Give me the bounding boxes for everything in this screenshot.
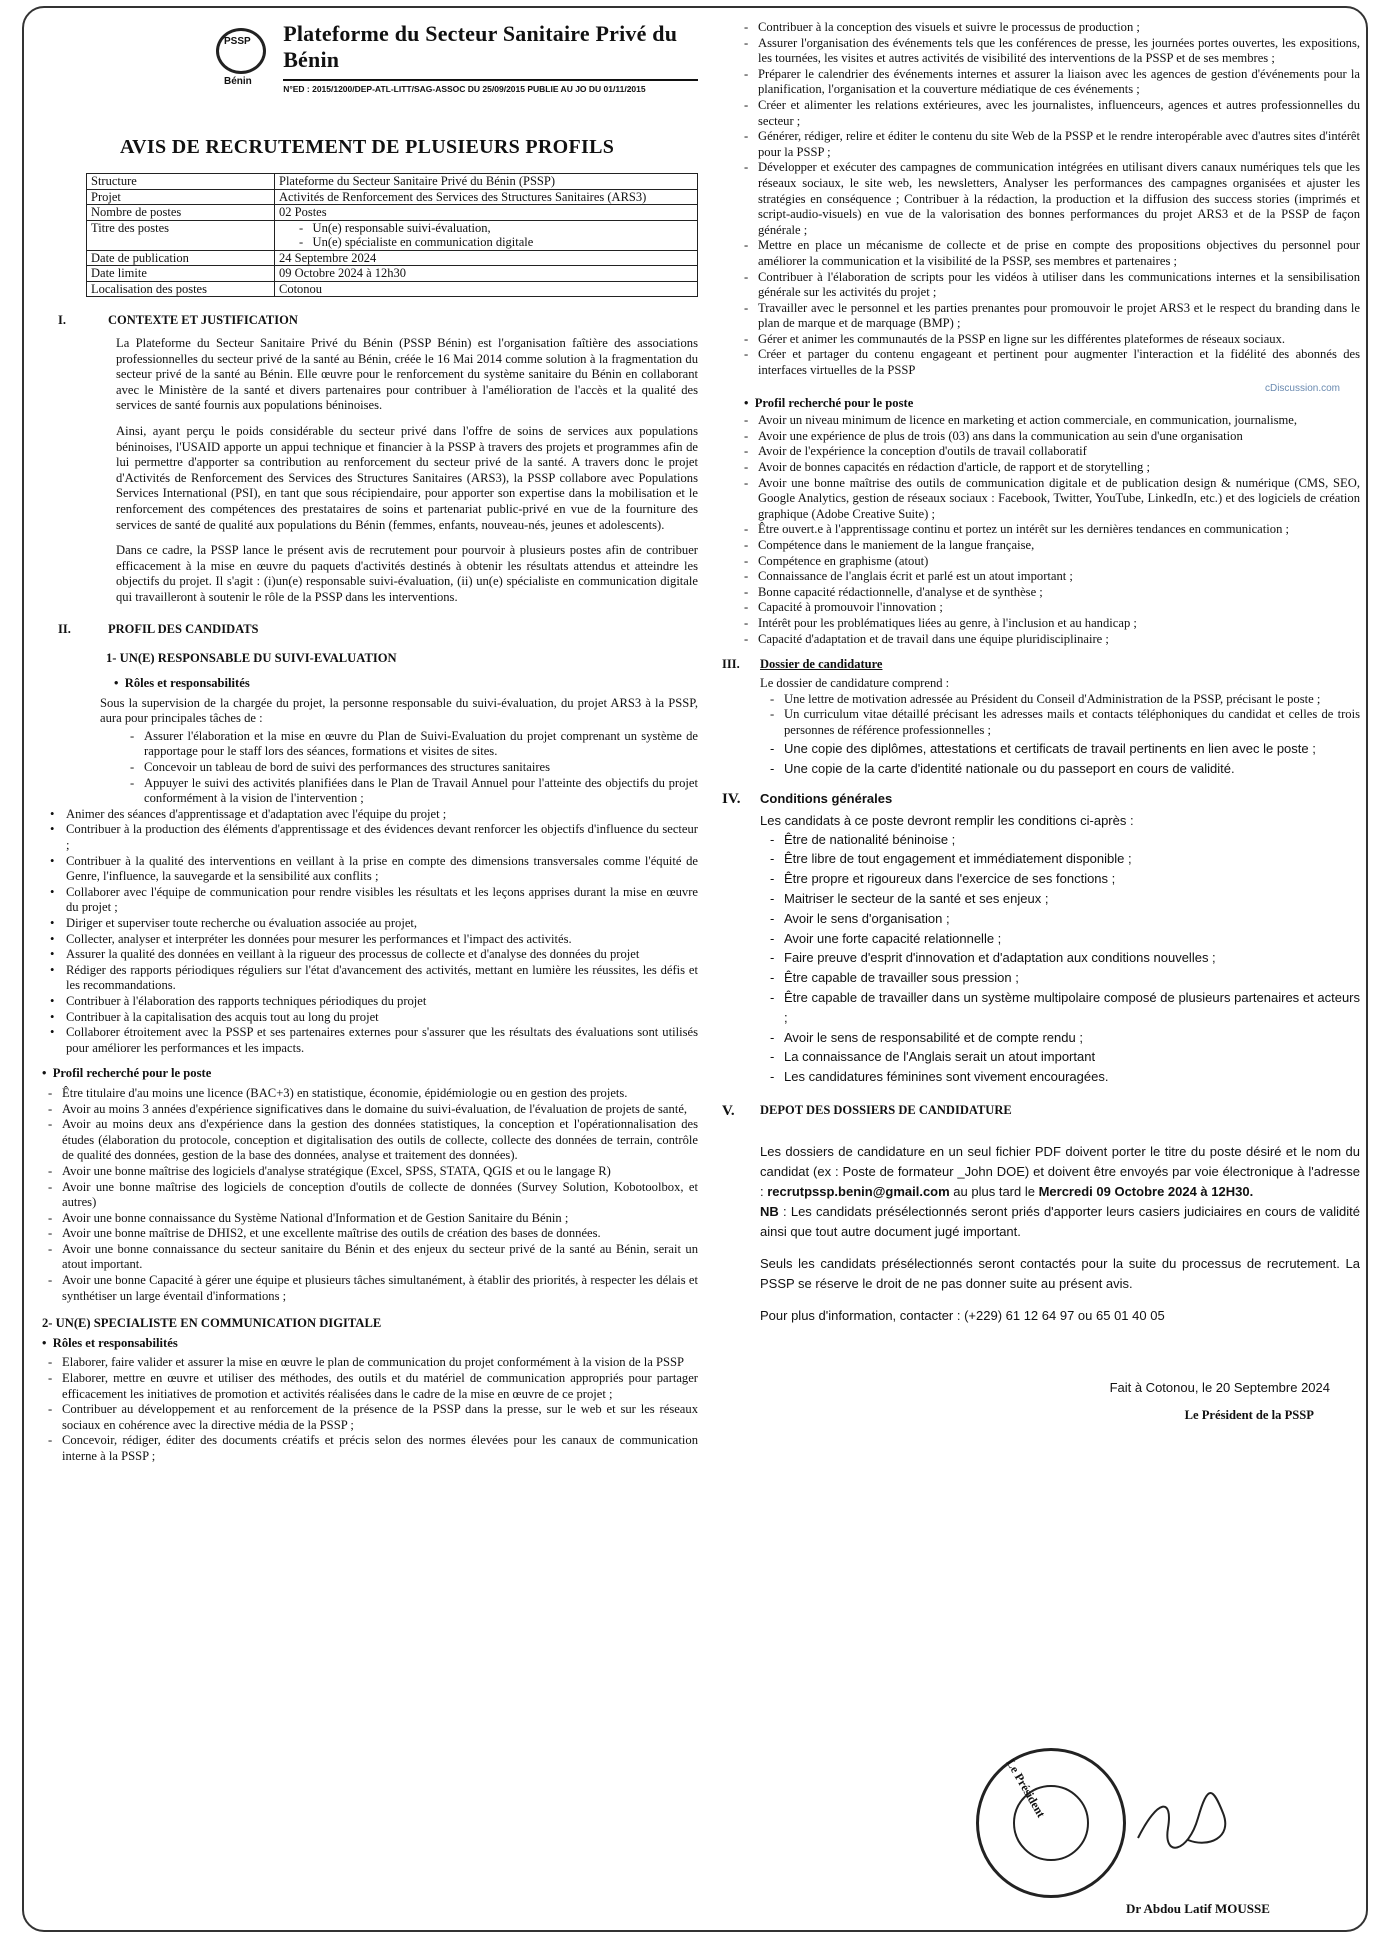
list-item: • Contribuer à la production des éléments d'apprentissage et des évidences devant renforcer les objectifs d'influence du secteur ; [48, 822, 698, 853]
list-item: - Assurer l'organisation des événements tels que les conférences de presse, les journées portes ouvertes, les expositions, les tournées, les visites et autres activités de visibilité des interventions de la PSSP et de ses membres ; [744, 36, 1360, 67]
official-stamp: Le Président [976, 1748, 1126, 1898]
list-item: - Être capable de travailler dans un système multipolaire composé de plusieurs partenaires et acteurs ; [770, 988, 1360, 1028]
letterhead [206, 18, 698, 96]
section-3-heading: III. Dossier de candidature [722, 657, 883, 672]
documents-list [770, 692, 1360, 779]
signer-name: Dr Abdou Latif MOUSSE [1126, 1901, 1270, 1916]
list-item: - Compétence en graphisme (atout) [744, 554, 1360, 570]
list-item: - Concevoir, rédiger, éditer des documents créatifs et précis selon des normes élevées pour les canaux de communication interne à la PSSP ; [48, 1433, 698, 1464]
list-item: - Compétence dans le maniement de la langue française, [744, 538, 1360, 554]
list-item: - Avoir un niveau minimum de licence en marketing et action commerciale, en communication, journalisme, [744, 413, 1360, 429]
list-heading: • Profil recherché pour le poste [42, 1066, 212, 1081]
section-5-heading: V. DEPOT DES DOSSIERS DE CANDIDATURE [722, 1102, 1012, 1119]
list-heading: • Rôles et responsabilités [114, 676, 250, 691]
contact-email: recrutpssp.benin@gmail.com [767, 1183, 950, 1199]
list-item: - Contribuer à l'élaboration de scripts pour les vidéos à utiliser dans les communications internes et la sensibilisation générale sur les activités du projet ; [744, 270, 1360, 301]
list-item: - Préparer le calendrier des événements internes et assurer la liaison avec les agences de gestion d'événements pour la planification, l'organisation et la couverture médiatique de ces événements ; [744, 67, 1360, 98]
list-item: - Avoir le sens de responsabilité et de compte rendu ; [770, 1028, 1360, 1048]
paragraph: Le dossier de candidature comprend : [760, 676, 950, 691]
list-item: - Elaborer, faire valider et assurer la mise en œuvre le plan de communication du projet conformément à la vision de la PSSP [48, 1355, 698, 1371]
list-item: - Avoir une bonne Capacité à gérer une équipe et plusieurs tâches simultanément, à établir des priorités, à respecter les délais et synthétiser un large éventail d'informations ; [48, 1273, 698, 1304]
profile-list [48, 1086, 698, 1304]
list-heading: • Rôles et responsabilités [42, 1335, 178, 1350]
list-item: • Diriger et superviser toute recherche ou évaluation associée au projet, [48, 916, 698, 932]
table-row: Titre des postes - Un(e) responsable suivi-évaluation, - Un(e) spécialiste en communication digitale [87, 220, 698, 250]
paragraph: Seuls les candidats présélectionnés seront contactés pour la suite du processus de recrutement. La PSSP se réserve le droit de ne pas donner suite au présent avis. [760, 1255, 1360, 1291]
list-item: - Être de nationalité béninoise ; [770, 830, 1360, 850]
list-item: - Les candidatures féminines sont vivement encouragées. [770, 1067, 1360, 1087]
list-item: • Assurer la qualité des données en veillant à la rigueur des processus de collecte et d'analyse des données du projet [48, 947, 698, 963]
org-title: Plateforme du Secteur Sanitaire Privé du Bénin [283, 20, 678, 72]
subsection-heading: 2- UN(E) SPECIALISTE EN COMMUNICATION DIGITALE [42, 1316, 382, 1331]
list-item: - Une copie de la carte d'identité nationale ou du passeport en cours de validité. [770, 759, 1360, 779]
list-item: • Contribuer à la capitalisation des acquis tout au long du projet [48, 1010, 698, 1026]
list-item: • Collaborer avec l'équipe de communication pour rendre visibles les résultats et les leçons apprises durant la mise en œuvre du projet ; [48, 885, 698, 916]
list-item: - Capacité à promouvoir l'innovation ; [744, 600, 1360, 616]
list-item: - La connaissance de l'Anglais serait un atout important [770, 1047, 1360, 1067]
contact-phones: Pour plus d'information, contacter : (+229) 61 12 64 97 ou 65 01 40 05 [760, 1307, 1165, 1323]
list-heading: • Profil recherché pour le poste [744, 395, 914, 410]
paragraph: Dans ce cadre, la PSSP lance le présent avis de recrutement pour pourvoir à plusieurs postes afin de contribuer efficacement à la mise en œuvre du paquets d'activités destinés à obtenir les résultats attendus et atteindre les objectifs du projet. Il s'agit : (i)un(e) responsable suivi-évaluation, (ii) un(e) spécialiste en communication digitale qui travailleront à soutenir le rôle de la PSSP dans les interventions. [116, 543, 698, 604]
list-item: - Un curriculum vitae détaillé précisant les adresses mails et contacts téléphoniques du candidat et celles de trois personnes de référence professionnelles ; [770, 707, 1360, 738]
list-item: - Une copie des diplômes, attestations et certificats de travail pertinents en lien avec le poste ; [770, 739, 1360, 759]
list-item: - Développer et exécuter des campagnes de communication intégrées en utilisant divers canaux numériques tels que les réseaux sociaux, le site web, les newsletters, Analyser les performances des campagnes organisées et ajuster les stratégies en conséquence ; Contribuer à la rédaction, la production et la diffusion des success stories (imprimés et script-audio-visuels) en vue de la valorisation des bonnes performances du projet ARS3 et de la PSSP de façon générale ; [744, 160, 1360, 238]
paragraph: Sous la supervision de la chargée du projet, la personne responsable du suivi-évaluation, du projet ARS3 à la PSSP, aura pour principales tâches de : [100, 695, 698, 726]
page-title: AVIS DE RECRUTEMENT DE PLUSIEURS PROFILS [120, 136, 615, 158]
list-item: - Avoir une bonne maîtrise des outils de communication digitale et de publication design & numérique (CMS, SEO, Google Analytics, gestion de réseaux sociaux : Facebook, Twitter, YouTube, LinkedIn, etc.) et des logiciels de création graphique (Adobe Creative Suite) ; [744, 476, 1360, 523]
subsection-heading: 1- UN(E) RESPONSABLE DU SUIVI-EVALUATION [106, 650, 397, 665]
table-row: Projet Activités de Renforcement des Services des Structures Sanitaires (ARS3) [87, 189, 698, 205]
info-table [86, 173, 698, 297]
list-item: - Avoir au moins 3 années d'expérience significatives dans le domaine du suivi-évaluation, de l'évaluation de projets de santé, [48, 1102, 698, 1118]
list-item: - Avoir une bonne maîtrise des logiciels d'analyse stratégique (Excel, SPSS, STATA, QGIS et ou le langage R) [48, 1164, 698, 1180]
signature-icon [1128, 1778, 1238, 1858]
watermark-text: cDiscussion.com [1264, 382, 1340, 394]
list-item: • Contribuer à la qualité des interventions en veillant à la prise en compte des dimensions transversales comme l'équité de Genre, l'influence, la sauvegarde et la sensibilité aux conflits ; [48, 854, 698, 885]
list-item: - Avoir au moins deux ans d'expérience dans la gestion des données statistiques, la conception et l'opérationnalisation des études (élaboration du protocole, conception et digitalisation des outils de collecte, collecte des données de terrain, contrôle de qualité des données, gestion de la base des données, analyse et traitement des données). [48, 1117, 698, 1164]
roles-list [48, 1355, 698, 1464]
list-item: • Collecter, analyser et interpréter les données pour mesurer les performances et l'impact des activités. [48, 932, 698, 948]
conditions-list [770, 830, 1360, 1087]
document-page [22, 6, 1368, 1932]
roles-list [744, 20, 1360, 379]
list-item: - Être libre de tout engagement et immédiatement disponible ; [770, 849, 1360, 869]
table-row: Structure Plateforme du Secteur Sanitaire Privé du Bénin (PSSP) [87, 174, 698, 190]
list-item: - Assurer l'élaboration et la mise en œuvre du Plan de Suivi-Evaluation du projet comprenant un système de rapportage pour le staff lors des séances, formations et visites de sites. [130, 729, 698, 760]
list-item: - Générer, rédiger, relire et éditer le contenu du site Web de la PSSP et le rendre interopérable avec d'autres sites d'intérêt pour la PSSP ; [744, 129, 1360, 160]
list-item: - Être titulaire d'au moins une licence (BAC+3) en statistique, économie, épidémiologie ou en gestion des projets. [48, 1086, 698, 1102]
list-item: - Être propre et rigoureux dans l'exercice de ses fonctions ; [770, 869, 1360, 889]
list-item: • Rédiger des rapports périodiques réguliers sur l'état d'avancement des activités, mettant en lumière les réussites, les défis et les recommandations. [48, 963, 698, 994]
list-item: - Travailler avec le personnel et les parties prenantes pour promouvoir le projet ARS3 et le respect du branding dans le plan de marque et de marquage (BMP) ; [744, 301, 1360, 332]
list-item: - Avoir une bonne connaissance du Système National d'Information et de Gestion Sanitaire du Bénin ; [48, 1211, 698, 1227]
list-item: - Avoir de bonnes capacités en rédaction d'article, de rapport et de storytelling ; [744, 460, 1360, 476]
list-item: - Être ouvert.e à l'apprentissage continu et portez un intérêt sur les dernières tendances en communication ; [744, 522, 1360, 538]
list-item: - Avoir une forte capacité relationnelle ; [770, 929, 1360, 949]
org-registration: N°ED : 2015/1200/DEP-ATL-LITT/SAG-ASSOC DU 25/09/2015 PUBLIE AU JO DU 01/11/2015 [283, 79, 698, 94]
roles-list [130, 729, 698, 807]
place-date: Fait à Cotonou, le 20 Septembre 2024 [1109, 1379, 1330, 1395]
list-item: - Appuyer le suivi des activités planifiées dans le Plan de Travail Annuel pour l'atteinte des objectifs du projet conformément à la vision de l'intervention ; [130, 776, 698, 807]
list-item: - Elaborer, mettre en œuvre et utiliser des méthodes, des outils et du matériel de communication appropriés pour partager efficacement les initiatives de promotion et activités réalisées dans le cadre de la mise en œuvre de ce projet ; [48, 1371, 698, 1402]
table-row: Nombre de postes 02 Postes [87, 205, 698, 221]
left-column [24, 8, 706, 1465]
list-item: • Contribuer à l'élaboration des rapports techniques périodiques du projet [48, 994, 698, 1010]
right-column [718, 8, 1368, 1916]
paragraph: Ainsi, ayant perçu le poids considérable du secteur privé dans l'offre de soins de services aux populations béninoises, l'USAID apporte un appui technique et financier à la PSSP à travers des projets et programmes afin de lui permettre d'apporter sa contribution au renforcement du secteur privé de la santé. A travers donc le projet d'Activités de Renforcement des Services des Structures Sanitaires (ARS3), la PSSP collabore avec Populations Services International (PSI), en tant que sous récipiendaire, pour apporter son expertise dans la mobilisation et le renforcement des compétences des prestataires de soins et partenariat public-privé en vue de la fourniture des services de santé de qualité aux populations du Bénin (femmes, enfants, nouveau-nés, jeunes et adolescents). [116, 423, 698, 532]
list-item: - Avoir une expérience de plus de trois (03) ans dans la communication au sein d'une organisation [744, 429, 1360, 445]
table-row: Localisation des postes Cotonou [87, 281, 698, 297]
paragraph: La Plateforme du Secteur Sanitaire Privé du Bénin (PSSP Bénin) est l'organisation faîtière des associations professionnelles du secteur privé de la santé au Bénin, créée le 16 Mai 2014 comme solution à la fragmentation du secteur privé de la santé au Bénin. Elle œuvre pour le renforcement du système sanitaire du Bénin en collaborant avec le Ministère de la santé et divers partenaires pour contribuer à l'amélioration de l'accès et la qualité des services de santé fournis aux populations béninoises. [116, 336, 698, 413]
list-item: - Avoir une bonne maîtrise de DHIS2, et une excellente maîtrise des outils de création des bases de données. [48, 1226, 698, 1242]
list-item: - Concevoir un tableau de bord de suivi des performances des structures sanitaires [130, 760, 698, 776]
list-item: - Bonne capacité rédactionnelle, d'analyse et de synthèse ; [744, 585, 1360, 601]
list-item: - Faire preuve d'esprit d'innovation et d'adaptation aux conditions nouvelles ; [770, 948, 1360, 968]
section-1-heading: I. CONTEXTE ET JUSTIFICATION [58, 313, 298, 327]
list-item: - Avoir une bonne connaissance du secteur sanitaire du Bénin et des enjeux du secteur privé de la santé au Bénin, serait un atout important. [48, 1242, 698, 1273]
list-item: - Mettre en place un mécanisme de collecte et de prise en compte des propositions objectives du personnel pour améliorer la communication et la visibilité de la PSSP, ses membres et partenaires ; [744, 238, 1360, 269]
signer-title: Le Président de la PSSP [1184, 1407, 1314, 1422]
list-item: - Maitriser le secteur de la santé et ses enjeux ; [770, 889, 1360, 909]
list-item: - Être capable de travailler sous pression ; [770, 968, 1360, 988]
list-item: - Contribuer au développement et au renforcement de la présence de la PSSP dans la presse, sur le web et sur les réseaux sociaux en cohérence avec la directive média de la PSSP ; [48, 1402, 698, 1433]
section-2-heading: II. PROFIL DES CANDIDATS [58, 621, 259, 636]
list-item: - Connaissance de l'anglais écrit et parlé est un atout important ; [744, 569, 1360, 585]
list-item: - Créer et partager du contenu engageant et pertinent pour augmenter l'interaction et la fidélité des abonnés des interfaces virtuelles de la PSSP [744, 347, 1360, 378]
paragraph: Les dossiers de candidature en un seul fichier PDF doivent porter le titre du poste désiré et le nom du candidat (ex : Poste de formateur _John DOE) et doivent être envoyés par voie électronique à l'adresse : recrutpssp.benin@gmail.com au plus tard le Mercredi 09 Octobre 2024 à 12H30. NB : Les candidats présélectionnés seront priés d'apporter leurs casiers judiciaires en cours de validité ainsi que tout autre document jugé important. [760, 1143, 1360, 1239]
roles-list [48, 807, 698, 1057]
list-item: • Collaborer étroitement avec la PSSP et ses partenaires externes pour s'assurer que les résultats des évaluations sont utilisés pour améliorer les performances et les impacts. [48, 1025, 698, 1056]
section-4-heading: IV. Conditions générales [722, 790, 893, 807]
list-item: - Capacité d'adaptation et de travail dans une équipe pluridisciplinaire ; [744, 632, 1360, 648]
list-item: - Avoir le sens d'organisation ; [770, 909, 1360, 929]
profile-list [744, 413, 1360, 647]
list-item: - Créer et alimenter les relations extérieures, avec les journalistes, influenceurs, agences et autres professionnelles du secteur ; [744, 98, 1360, 129]
list-item: - Avoir de l'expérience la conception d'outils de travail collaboratif [744, 444, 1360, 460]
paragraph: Les candidats à ce poste devront remplir les conditions ci-après : [760, 812, 1134, 828]
list-item: - Contribuer à la conception des visuels et suivre le processus de production ; [744, 20, 1360, 36]
list-item: - Gérer et animer les communautés de la PSSP en ligne sur les différentes plateformes de réseaux sociaux. [744, 332, 1360, 348]
list-item: • Animer des séances d'apprentissage et d'adaptation avec l'équipe du projet ; [48, 807, 698, 823]
list-item: - Avoir une bonne maîtrise des logiciels de conception d'outils de collecte de données (Survey Solution, Kobotoolbox, et autres) [48, 1180, 698, 1211]
table-row: Date de publication 24 Septembre 2024 [87, 250, 698, 266]
pssp-logo: PSSP Bénin [206, 22, 275, 92]
list-item: - Intérêt pour les problématiques liées au genre, à l'inclusion et au handicap ; [744, 616, 1360, 632]
table-row: Date limite 09 Octobre 2024 à 12h30 [87, 266, 698, 282]
list-item: - Une lettre de motivation adressée au Président du Conseil d'Administration de la PSSP, précisant le poste ; [770, 692, 1360, 708]
